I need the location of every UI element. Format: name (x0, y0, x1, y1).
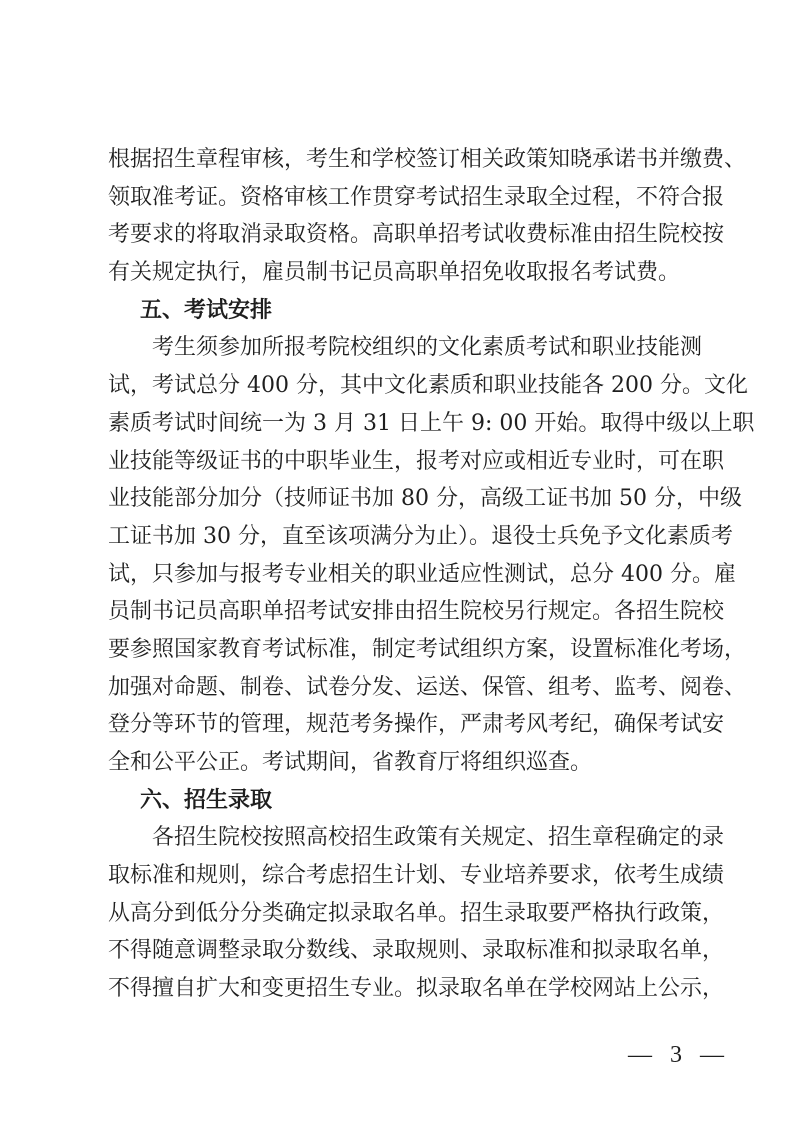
paragraph-line: 不得擅自扩大和变更招生专业。拟录取名单在学校网站上公示， (108, 976, 725, 1002)
paragraph-line: 加强对命题、制卷、试卷分发、运送、保管、组考、监考、阅卷、 (108, 674, 747, 700)
page-number: — 3 — (628, 1042, 730, 1068)
paragraph-line: 考要求的将取消录取资格。高职单招考试收费标准由招生院校按 (108, 222, 725, 248)
paragraph-line: 试，考试总分 400 分，其中文化素质和职业技能各 200 分。文化 (108, 373, 748, 399)
paragraph-line: 考生须参加所报考院校组织的文化素质考试和职业技能测 (152, 335, 703, 361)
section-heading: 五、考试安排 (140, 297, 273, 323)
paragraph-line: 不得随意调整录取分数线、录取规则、录取标准和拟录取名单， (108, 938, 725, 964)
paragraph-line: 领取准考证。资格审核工作贯穿考试招生录取全过程，不符合报 (108, 184, 725, 210)
paragraph-line: 根据招生章程审核，考生和学校签订相关政策知晓承诺书并缴费、 (108, 147, 747, 172)
paragraph-line: 工证书加 30 分，直至该项满分为止）。退役士兵免予文化素质考 (108, 523, 733, 549)
paragraph-line: 试，只参加与报考专业相关的职业适应性测试，总分 400 分。雇 (108, 561, 736, 587)
paragraph-line: 业技能等级证书的中职毕业生，报考对应或相近专业时，可在职 (108, 448, 725, 474)
paragraph-line: 有关规定执行，雇员制书记员高职单招免收取报名考试费。 (108, 260, 681, 286)
paragraph-line: 全和公平公正。考试期间，省教育厅将组织巡查。 (108, 750, 593, 775)
paragraph-line: 登分等环节的管理，规范考务操作，严肃考风考纪，确保考试安 (108, 712, 725, 738)
section-heading: 六、招生录取 (140, 787, 273, 813)
document-body (108, 141, 755, 1008)
paragraph-line: 要参照国家教育考试标准，制定考试组织方案，设置标准化考场， (108, 636, 747, 662)
paragraph-line: 业技能部分加分（技师证书加 80 分，高级工证书加 50 分，中级 (108, 486, 742, 512)
paragraph-line: 员制书记员高职单招考试安排由招生院校另行规定。各招生院校 (108, 599, 725, 625)
paragraph-line: 取标准和规则，综合考虑招生计划、专业培养要求，依考生成绩 (108, 863, 725, 889)
paragraph-line: 各招生院校按照高校招生政策有关规定、招生章程确定的录 (152, 825, 725, 851)
paragraph-line: 素质考试时间统一为 3 月 31 日上午 9: 00 开始。取得中级以上职 (108, 410, 755, 436)
paragraph-line: 从高分到低分分类确定拟录取名单。招生录取要严格执行政策， (108, 900, 725, 926)
